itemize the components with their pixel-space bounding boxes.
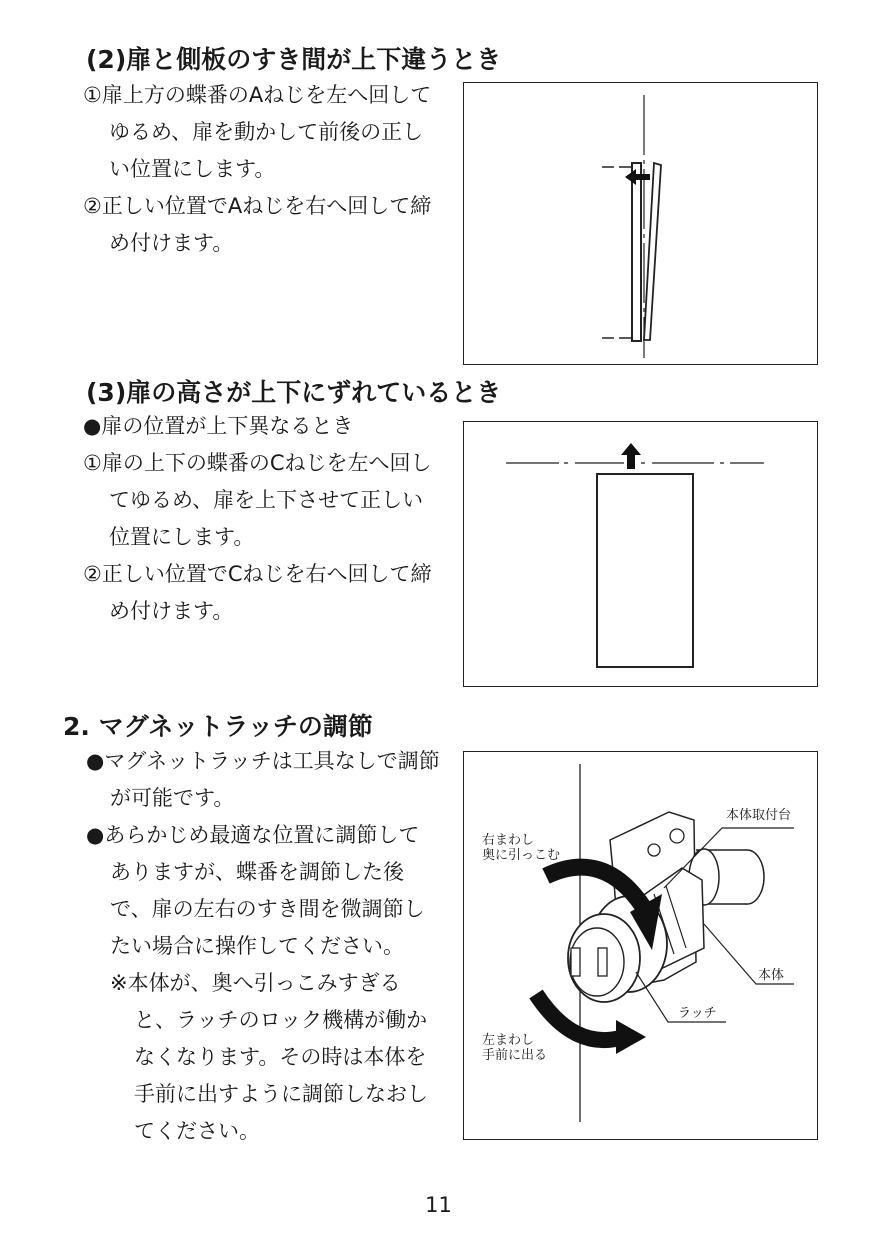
section-gap-steps bbox=[83, 77, 440, 262]
condition: ●扉の位置が上下異なるとき bbox=[83, 414, 354, 438]
bullet-2: ●あらかじめ最適な位置に調節してありますが、蝶番を調節した後で、扉の左右のすき間を微調節したい場合に操作してください。 bbox=[86, 823, 425, 958]
section-heading-gap: (2)扉と側板のすき間が上下違うとき bbox=[86, 45, 502, 74]
step-1: ①扉上方の蝶番のAねじを左へ回してゆるめ、扉を動かして前後の正しい位置にします。 bbox=[83, 83, 432, 181]
label-right-turn: 右まわし 奥に引っこむ bbox=[482, 833, 561, 863]
magnet-latch-text bbox=[86, 743, 440, 1150]
step-2: ②正しい位置でCねじを右へ回して締め付けます。 bbox=[83, 562, 432, 623]
step-2: ②正しい位置でAねじを右へ回して締め付けます。 bbox=[83, 194, 432, 255]
section-heading-height: (3)扉の高さが上下にずれているとき bbox=[86, 378, 502, 407]
caution-note: ※本体が、奥へ引っこみすぎると、ラッチのロック機構が働かなくなります。その時は本体を手前に出すように調節しなおしてください。 bbox=[110, 971, 428, 1143]
label-mount-base: 本体取付台 bbox=[726, 808, 792, 823]
label-left-turn: 左まわし 手前に出る bbox=[482, 1033, 548, 1063]
section-height-steps bbox=[83, 408, 440, 630]
step-1: ①扉の上下の蝶番のCねじを左へ回してゆるめ、扉を上下させて正しい位置にします。 bbox=[83, 451, 432, 549]
page-number: 11 bbox=[425, 1193, 452, 1217]
label-latch: ラッチ bbox=[678, 1006, 717, 1021]
figure-door-height bbox=[463, 421, 818, 687]
section-heading-magnet-latch: 2. マグネットラッチの調節 bbox=[63, 712, 373, 741]
figure-door-gap bbox=[463, 82, 818, 365]
label-body: 本体 bbox=[758, 968, 785, 983]
figure-magnet-latch bbox=[463, 751, 818, 1140]
bullet-1: ●マグネットラッチは工具なしで調節が可能です。 bbox=[86, 749, 440, 810]
